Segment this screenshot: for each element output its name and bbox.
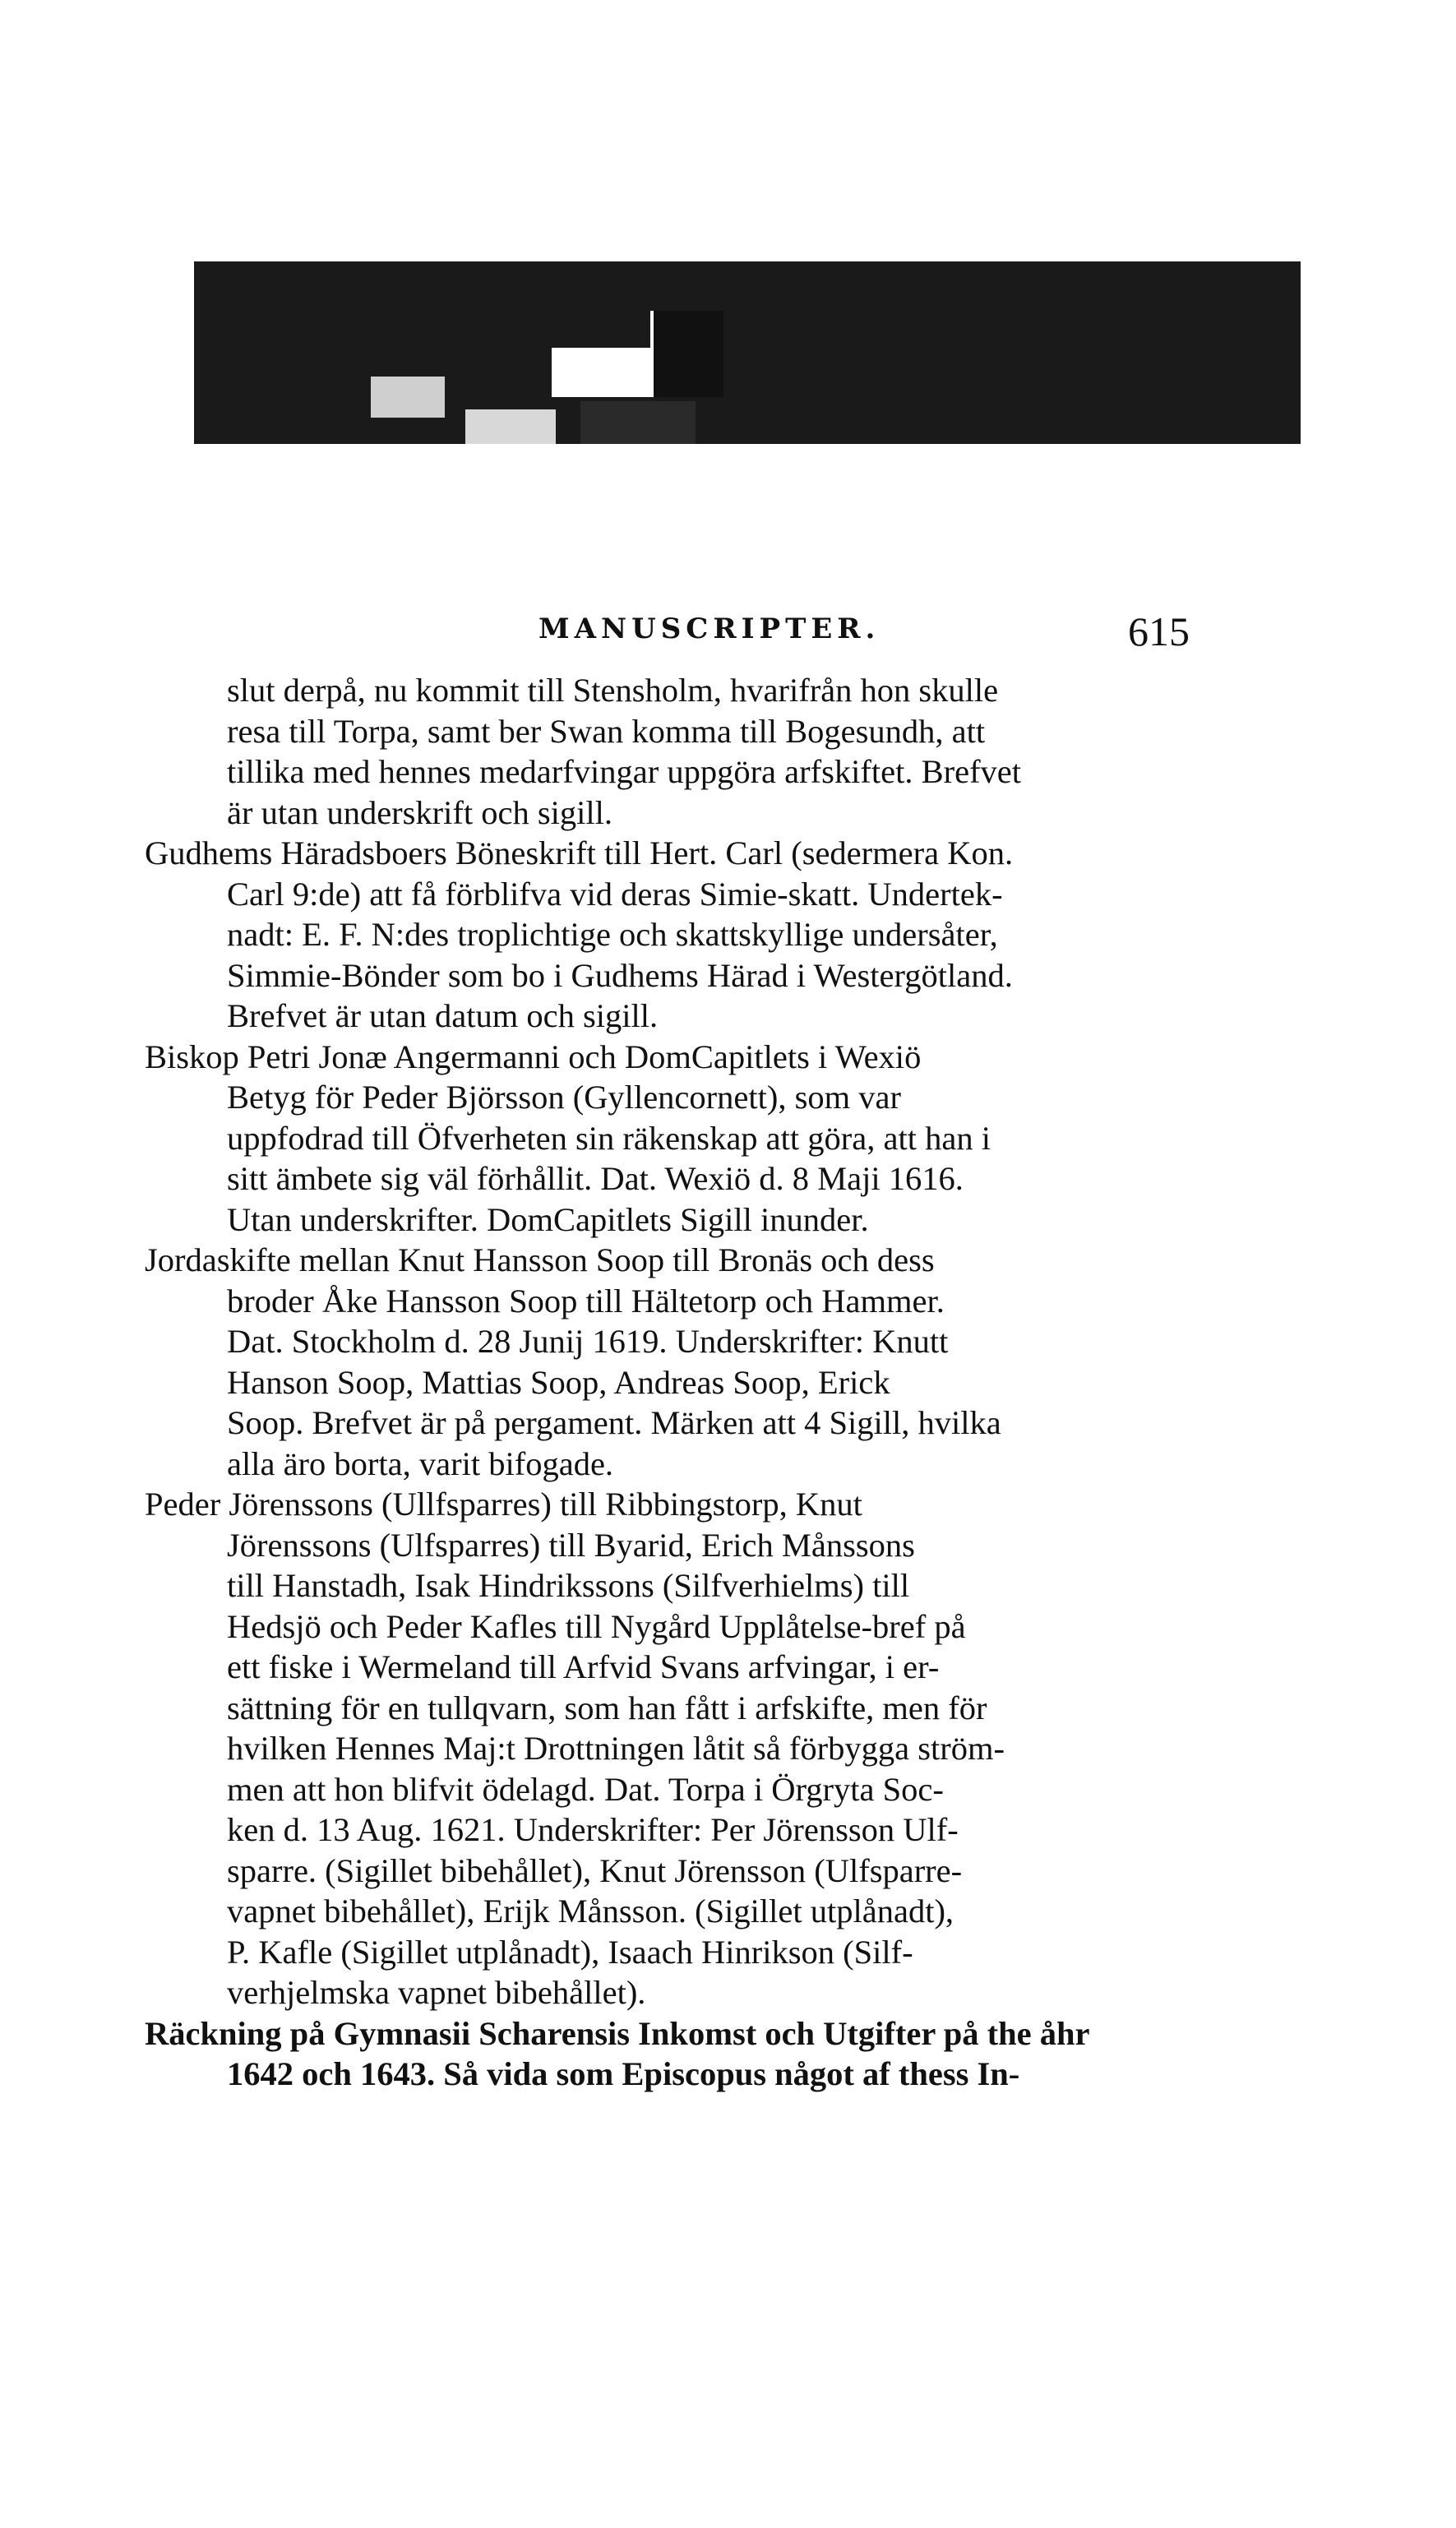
text-line: resa till Torpa, samt ber Swan komma till Bogesundh, att [227, 712, 986, 750]
scan-artifact-block [465, 409, 556, 444]
text-line: ken d. 13 Aug. 1621. Underskrifter: Per Jörensson Ulf- [227, 1811, 959, 1848]
paragraph-stenholm [145, 670, 1312, 833]
running-head: MANUSCRIPTER. [538, 612, 881, 645]
page-header [0, 608, 1456, 662]
scan-artifact-block [580, 401, 696, 444]
text-line: sitt ämbete sig väl förhållit. Dat. Wexiö d. 8 Maji 1616. [227, 1160, 964, 1197]
text-line: men att hon blifvit ödelagd. Dat. Torpa i Örgryta Soc- [227, 1770, 944, 1808]
scan-artifact-block [371, 377, 445, 418]
text-line: Soop. Brefvet är på pergament. Märken att 4 Sigill, hvilka [227, 1404, 1001, 1441]
text-line: är utan underskrift och sigill. [227, 793, 613, 831]
text-line: Betyg för Peder Björsson (Gyllencornett), som var [227, 1079, 901, 1116]
text-line: slut derpå, nu kommit till Stensholm, hvarifrån hon skulle [227, 672, 999, 709]
text-line: tillika med hennes medarfvingar uppgöra arfskiftet. Brefvet [227, 753, 1022, 790]
scan-artifact-block [552, 348, 650, 397]
text-line: hvilken Hennes Maj:t Drottningen låtit så förbygga ström- [227, 1730, 1005, 1767]
paragraph-rakning [145, 2013, 1312, 2095]
text-line: Räckning på Gymnasii Scharensis Inkomst och Utgifter på the åhr [145, 2014, 1090, 2052]
text-line: vapnet bibehållet), Erijk Månsson. (Sigillet utplånadt), [227, 1893, 954, 1930]
text-line: Utan underskrifter. DomCapitlets Sigill inunder. [227, 1200, 869, 1238]
text-line: nadt: E. F. N:des troplichtige och skattskyllige undersåter, [227, 916, 998, 953]
text-line: Gudhems Häradsboers Böneskrift till Hert. Carl (sedermera Kon. [145, 834, 1014, 871]
text-line: Biskop Petri Jonæ Angermanni och DomCapitlets i Wexiö [145, 1038, 922, 1075]
text-line: uppfodrad till Öfverheten sin räkenskap att göra, att han i [227, 1119, 991, 1157]
text-line: 1642 och 1643. Så vida som Episcopus något af thess In- [227, 2055, 1020, 2092]
scan-artifact-block [650, 311, 723, 397]
paragraph-biskop [145, 1037, 1312, 1241]
paragraph-peder [145, 1484, 1312, 2013]
text-line: Carl 9:de) att få förblifva vid deras Simie-skatt. Undertek- [227, 875, 1003, 913]
text-line: verhjelmska vapnet bibehållet). [227, 1974, 646, 2011]
text-line: Jörenssons (Ulfsparres) till Byarid, Erich Månssons [227, 1526, 915, 1564]
page-number: 615 [1128, 608, 1190, 654]
text-line: Brefvet är utan datum och sigill. [227, 997, 659, 1034]
text-line: P. Kafle (Sigillet utplånadt), Isaach Hinrikson (Silf- [227, 1933, 913, 1971]
text-line: Simmie-Bönder som bo i Gudhems Härad i Westergötland. [227, 956, 1013, 994]
scan-artifact-band [194, 261, 1301, 444]
text-line: alla äro borta, varit bifogade. [227, 1444, 614, 1482]
text-line: broder Åke Hansson Soop till Hältetorp och Hammer. [227, 1282, 945, 1319]
text-line: Dat. Stockholm d. 28 Junij 1619. Underskrifter: Knutt [227, 1323, 949, 1360]
text-line: Hedsjö och Peder Kafles till Nygård Upplåtelse-bref på [227, 1607, 966, 1645]
text-line: Hanson Soop, Mattias Soop, Andreas Soop, Erick [227, 1363, 890, 1401]
text-line: sättning för en tullqvarn, som han fått i arfskifte, men för [227, 1689, 987, 1726]
text-line: ett fiske i Wermeland till Arfvid Svans arfvingar, i er- [227, 1648, 940, 1685]
paragraph-gudhems [145, 833, 1312, 1037]
text-line: sparre. (Sigillet bibehållet), Knut Jörensson (Ulfsparre- [227, 1851, 963, 1889]
text-line: Peder Jörenssons (Ullfsparres) till Ribbingstorp, Knut [145, 1486, 862, 1523]
text-line: Jordaskifte mellan Knut Hansson Soop till Bronäs och dess [145, 1241, 935, 1278]
page-body [145, 670, 1312, 2095]
text-line: till Hanstadh, Isak Hindrikssons (Silfverhielms) till [227, 1567, 910, 1604]
paragraph-jordaskifte [145, 1240, 1312, 1484]
